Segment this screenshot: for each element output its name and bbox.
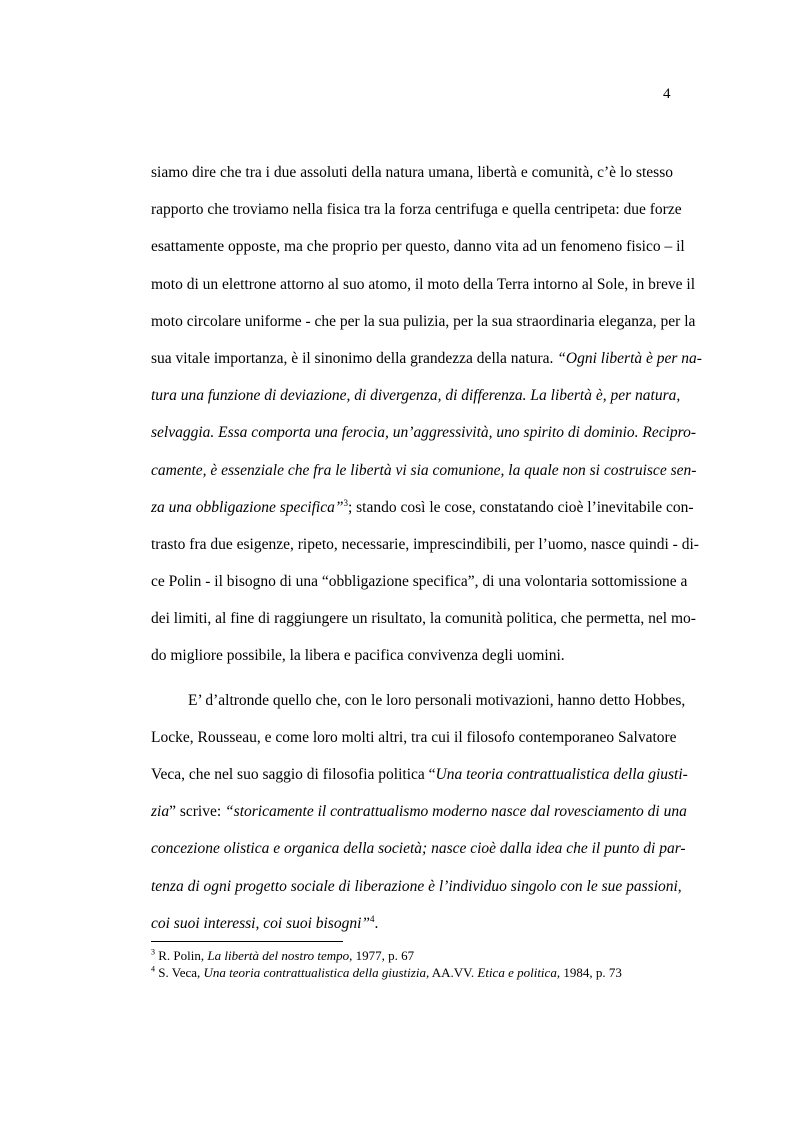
quote-run: “Ogni libertà è per na-	[557, 349, 702, 367]
footnote-details: , 1977, p. 67	[349, 948, 415, 963]
body-text	[151, 154, 702, 942]
quote-run: za una obbligazione specifica”	[151, 498, 344, 516]
footnote-separator	[151, 941, 343, 942]
footnotes	[151, 947, 751, 981]
paragraph-line: dei limiti, al fine di raggiungere un risultato, la comunità politica, che permetta, nel mo-	[151, 610, 696, 628]
footnote-ref-4[interactable]: 4	[370, 913, 375, 924]
paragraph-line: E’ d’altronde quello che, con le loro personali motivazioni, hanno detto Hobbes,	[188, 691, 686, 709]
paragraph-line	[151, 905, 673, 942]
footnote-number: 4	[151, 964, 155, 974]
paragraph-line: do migliore possibile, la libera e pacifica convivenza degli uomini.	[151, 647, 565, 665]
quote-run: “storicamente il contrattualismo moderno nasce dal rovesciamento di una	[225, 803, 687, 821]
text-run: ” scrive:	[169, 803, 226, 821]
paragraph-line: trasto fra due esigenze, ripeto, necessarie, imprescindibili, per l’uomo, nasce quindi - di-	[151, 535, 699, 553]
quote-line: tenza di ogni progetto sociale di liberazione è l’individuo singolo con le sue passioni,	[151, 877, 682, 895]
footnote-details: , 1984, p. 73	[556, 965, 622, 980]
text-run: Veca, che nel suo saggio di filosofia politica “	[151, 766, 436, 783]
paragraph-line: esattamente opposte, ma che proprio per questo, danno vita ad un fenomeno fisico – il	[151, 238, 685, 256]
footnote-4	[151, 964, 751, 981]
paragraph-line: moto circolare uniforme - che per la sua pulizia, per la sua straordinaria eleganza, per la	[151, 312, 696, 330]
paragraph-line	[151, 756, 688, 793]
footnote-title: Una teoria contrattualistica della giustizia,	[203, 965, 430, 980]
quote-line: tura una funzione di deviazione, di divergenza, di differenza. La libertà è, per natura,	[151, 387, 681, 405]
footnote-3	[151, 947, 751, 964]
footnote-author: R. Polin,	[155, 948, 208, 963]
text-run: ; stando così le cose, constatando cioè l’inevitabile con-	[347, 498, 694, 516]
paragraph-line: rapporto che troviamo nella fisica tra la forza centrifuga e quella centripeta: due forze	[151, 201, 682, 219]
title-run: Una teoria contrattualistica della giusti-	[435, 766, 688, 783]
title-run: zia	[151, 803, 170, 821]
footnote-details: AA.VV.	[429, 965, 478, 980]
paragraph-line	[151, 489, 694, 526]
paragraph-line	[151, 340, 702, 377]
text-run: .	[374, 914, 379, 932]
page-number: 4	[663, 86, 671, 102]
paragraph-line: moto di un elettrone attorno al suo atomo, il moto della Terra intorno al Sole, in breve il	[151, 275, 696, 293]
quote-line: selvaggia. Essa comporta una ferocia, un’aggressività, uno spirito di dominio. Recipro-	[151, 424, 697, 442]
text-run: sua vitale importanza, è il sinonimo della grandezza della natura.	[151, 349, 554, 367]
paragraph-line: siamo dire che tra i due assoluti della natura umana, libertà e comunità, c’è lo stesso	[151, 164, 673, 181]
paragraph-line	[151, 793, 687, 830]
footnote-title: Etica e politica	[477, 965, 557, 980]
quote-run: coi suoi interessi, coi suoi bisogni”	[151, 914, 371, 932]
footnote-title: La libertà del nostro tempo	[207, 948, 350, 963]
paragraph-line: ce Polin - il bisogno di una “obbligazione specifica”, di una volontaria sottomissione a	[151, 573, 688, 591]
footnote-ref-3[interactable]: 3	[343, 497, 348, 508]
paragraph-line: Locke, Rousseau, e come loro molti altri, tra cui il filosofo contemporaneo Salvatore	[151, 728, 677, 746]
quote-line: camente, è essenziale che fra le libertà vi sia comunione, la quale non si costruisce sen-	[151, 461, 697, 479]
footnote-author: S. Veca,	[155, 965, 204, 980]
quote-line: concezione olistica e organica della società; nasce cioè dalla idea che il punto di par-	[151, 840, 686, 858]
footnote-number: 3	[151, 947, 155, 957]
